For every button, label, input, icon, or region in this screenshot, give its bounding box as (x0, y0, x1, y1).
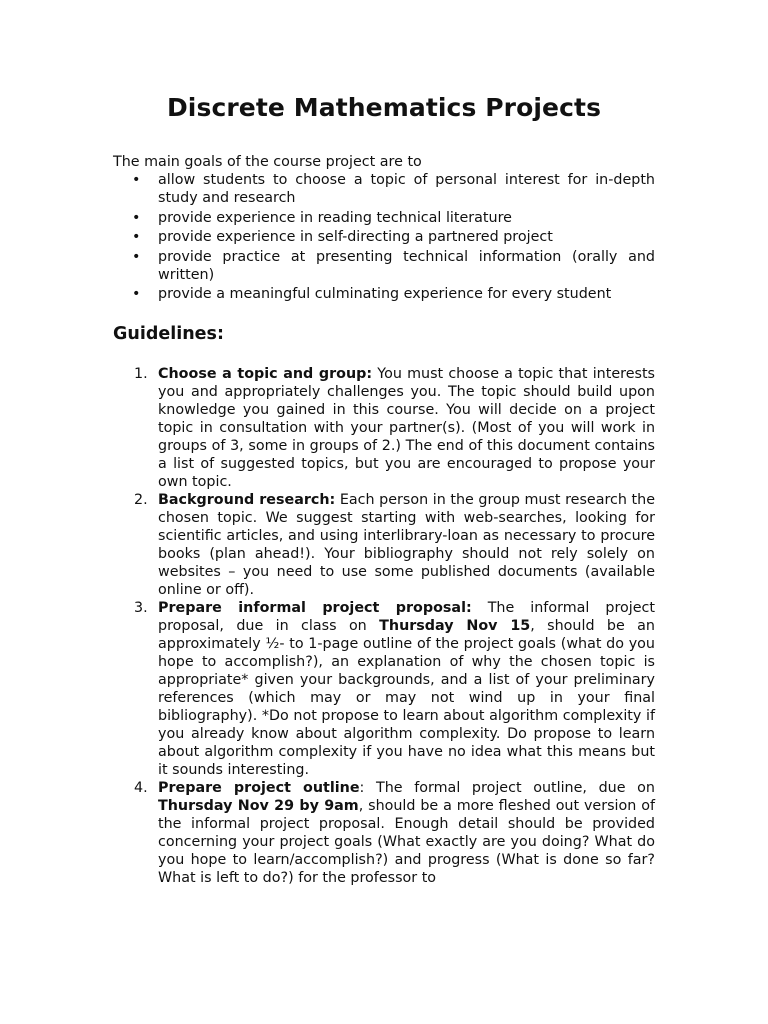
guideline-emphasis: Thursday Nov 15 (379, 618, 531, 634)
goal-text: provide practice at presenting technical information (orally and written) (158, 248, 655, 283)
guideline-text: : The formal project outline, due on (359, 780, 655, 796)
document-page (113, 0, 655, 887)
guideline-number: 1. (134, 366, 148, 382)
guideline-text: The informal project proposal, due in class on (158, 600, 655, 634)
intro-text: The main goals of the course project are to (113, 154, 422, 170)
goal-text: allow students to choose a topic of personal interest for in-depth study and research (158, 172, 655, 206)
guideline-number: 4. (134, 780, 148, 796)
guideline-text: , should be a more fleshed out version of the informal project proposal. Enough detail should be provided concerning your project goals (What exactly are you doing? What do you hope to learn/accomplish?) and progress (What is done so far? What is left to do?) for the professor to (158, 798, 655, 886)
goals-list (113, 171, 655, 303)
guideline-emphasis: Prepare informal project proposal: (158, 600, 472, 616)
goal-text: provide a meaningful culminating experience for every student (158, 286, 612, 302)
guideline-emphasis: Choose a topic and group: (158, 366, 373, 382)
bullet-icon: • (132, 286, 141, 302)
goal-text: provide experience in self-directing a partnered project (158, 229, 553, 245)
bullet-icon: • (132, 248, 141, 265)
guideline-item (134, 779, 655, 887)
guidelines-heading: Guidelines: (113, 324, 224, 344)
guideline-number: 3. (134, 600, 148, 616)
guideline-emphasis: Background research: (158, 492, 336, 508)
bullet-icon: • (132, 229, 141, 245)
guideline-number: 2. (134, 492, 148, 508)
bullet-icon: • (132, 172, 141, 188)
guideline-text: You must choose a topic that interests you and appropriately challenges you. The topic should build upon knowledge you gained in this course. You will decide on a project topic in consultation with your partner(s). (Most of you will work in groups of 3, some in groups of 2.) The end of this document contains a list of suggested topics, but you are encouraged to propose your own topic. (158, 366, 656, 490)
guidelines-list (113, 365, 655, 887)
guideline-emphasis: Thursday Nov 29 by 9am (158, 798, 359, 814)
goal-item (132, 285, 655, 303)
goal-item (132, 171, 655, 207)
goal-item (132, 228, 655, 246)
guideline-item (134, 491, 655, 599)
guideline-item (134, 365, 656, 491)
bullet-icon: • (132, 209, 141, 226)
guideline-text: Each person in the group must research the chosen topic. We suggest starting with web-searches, looking for scientific articles, and using interlibrary-loan as necessary to procure books (plan ahead!). Your bibliography should not rely solely on websites – you need to use some published documents (available online or off). (158, 492, 655, 598)
document-title: Discrete Mathematics Projects (166, 93, 602, 122)
goal-text: provide experience in reading technical literature (158, 209, 512, 226)
guideline-item (134, 599, 655, 779)
guideline-text: , should be an approximately ½- to 1-page outline of the project goals (what do you hope to accomplish?), an explanation of why the chosen topic is appropriate* given your backgrounds, and a list of your preliminary references (which may or may not wind up in your final bibliography). *Do not propose to learn about algorithm complexity if you already know about algorithm complexity. Do propose to learn about algorithm complexity if you have no idea what this means but it sounds interesting. (158, 618, 655, 778)
goal-item (132, 248, 655, 284)
guideline-emphasis: Prepare project outline (158, 780, 360, 796)
goal-item (132, 209, 655, 227)
